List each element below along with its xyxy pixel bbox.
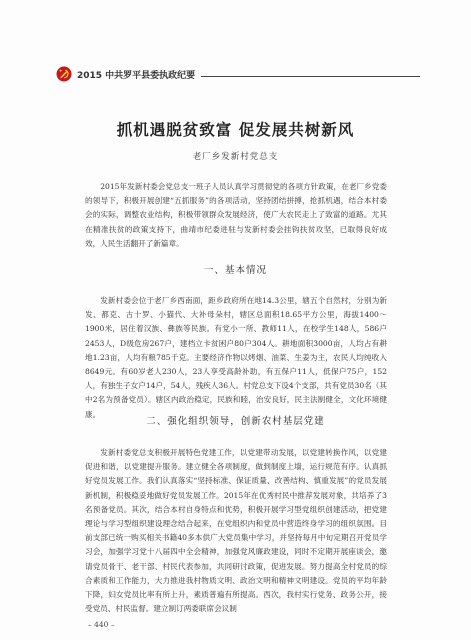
section-heading-2: 二、强化组织领导，创新农村基层党建 [146,416,325,427]
running-header [56,66,420,82]
article-title: 抓机遇脱贫致富 促发展共树新风 [116,120,355,139]
running-title: 2015 中共罗平县委执政纪要 [77,70,196,81]
section-heading-1: 一、基本情况 [203,265,267,276]
intro-paragraph: 2015年发新村委会党总支一班子人员认真学习贯彻党的各项方针政策，在老厂乡党委的领导下，积极开展创建“五抓服务”的各项活动，坚持团结拼搏，抢抓机遇，结合本村委会的实际，调整农业结构，积极带领群众发展经济，使广大农民走上了致富的道路。尤其在精准扶贫的政策支持下，曲靖市纪委进驻与发新村委会挂钩扶贫攻坚，已取得良好成效，人民生活翻开了新篇章。 [85,182,387,248]
section-body-2: 发新村委党总支积极开展特色党建工作，以党建带动发展，以党建转换作风，以党建促进和谐，以党建提升服务。建立健全各项制度，做到制度上墙，运行规范有序。认真抓好党员发展工作。我们认真落实“坚持标准、保证质量、改善结构、慎重发展”的党员发展新机制，积极稳妥地做好党员发展工作。2015年在优秀村民中推荐发展对象，共培养了3名预备党员。其次，结合本村自身特点和优势，积极开展学习型党组织创建活动，把党建理论与学习型组织建设理念结合起来，在党组织内和党员中营造终身学习的组织氛围。目前支部已统一购买相关书籍40多本供广大党员集中学习，并坚持每月中旬定期召开党员学习会，加强学习党十八届四中全会精神，加强党风廉政建设，同时不定期开展座谈会，邀请党员骨干、老干部、村民代表参加，共同研讨政策，促进发展。努力提高全村党员的综合素质和工作能力，大力推进我村物质文明、政治文明和精神文明建设。党员的平均年龄下降，妇女党员比率有所上升，素质普遍有所提高。西次，我村实行党务、政务公开，接受党员、村民监督。建立制订两委联席会议制 [85,448,387,614]
page-number: – 440 – [88,620,115,629]
party-emblem-icon [56,66,72,82]
header-rule [201,76,420,77]
article-author: 老厂乡发新村党总支 [192,152,279,162]
section-body-1: 发新村委会位于老厂乡西南面，距乡政府所在地14.3公里，辖五个自然村，分别为新发、都克、古十罗、小猫代、大补母朵村，辖区总面积18.65平方公里，海拔1400～1900米，居住着汉族、彝族等民族。有党小一所、教师11人，在校学生148人，586户2453人，D级危房267户，建档立卡贫困户80户304人。耕地面积3000亩，人均占有耕地1.23亩，人均有粮785千克。主要经济作物以烤烟、油菜、生姜为主，农民人均纯收入8649元。有60岁老人230人，23人享受高龄补助，有五保户11人，低保户75户，152人，有独生子女户14户，54人，残疾人36人。村党总支下设4个支部，共有党员30名（其中2名为预备党员）。辖区内政治稳定，民族和睦，治安良好，民主法制健全，文化环境健康。 [85,296,387,419]
